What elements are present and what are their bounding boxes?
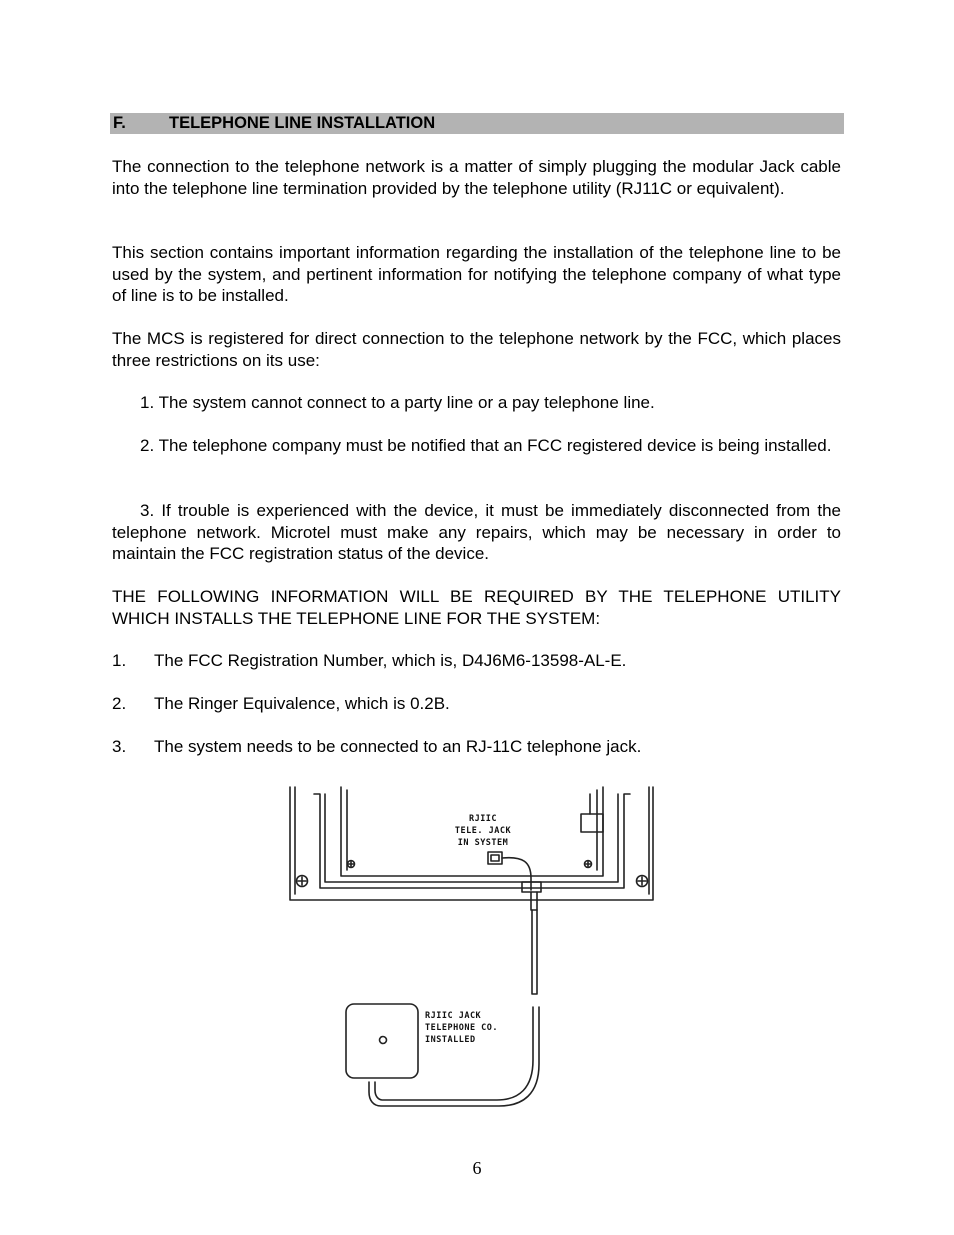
wall-jack-label-line: INSTALLED xyxy=(425,1035,476,1045)
wall-jack-icon xyxy=(346,1004,418,1078)
wall-jack-label xyxy=(425,1011,498,1045)
requirement-text: The FCC Registration Number, which is, D4J6M6-13598-AL-E. xyxy=(154,651,627,670)
system-jack-label-line: IN SYSTEM xyxy=(457,838,509,848)
system-jack-icon xyxy=(488,852,502,864)
wall-jack-label-line: RJIIC JACK xyxy=(425,1011,482,1021)
cabinet-bracket xyxy=(581,814,603,832)
page-number: 6 xyxy=(472,1158,482,1178)
section-title: TELEPHONE LINE INSTALLATION xyxy=(169,114,436,132)
restriction-item: 3. If trouble is experienced with the device, it must be immediately disconnected from the telephone network. Microtel must make any repairs, which may be necessary in order to maintain the FCC registration status of the device. xyxy=(112,501,841,563)
wall-jack-label-line: TELEPHONE CO. xyxy=(425,1023,499,1033)
required-info-heading: THE FOLLOWING INFORMATION WILL BE REQUIRED BY THE TELEPHONE UTILITY WHICH INSTALLS THE TELEPHONE LINE FOR THE SYSTEM: xyxy=(112,587,841,628)
system-jack-label xyxy=(455,814,512,848)
requirement-text: The Ringer Equivalence, which is 0.2B. xyxy=(154,694,450,713)
paragraph-fcc-registration: The MCS is registered for direct connection to the telephone network by the FCC, which places three restrictions on its use: xyxy=(112,329,841,370)
system-jack-label-line: RJIIC xyxy=(468,814,498,824)
paragraph-section-info: This section contains important information regarding the installation of the telephone line to be used by the system, and pertinent information for notifying the telephone company of what type of line is to be installed. xyxy=(112,243,841,305)
system-jack-label-line: TELE. JACK xyxy=(454,826,512,836)
cable xyxy=(502,858,531,890)
section-letter: F. xyxy=(113,114,126,132)
requirement-text: The system needs to be connected to an RJ-11C telephone jack. xyxy=(154,737,642,756)
paragraph-connection: The connection to the telephone network is a matter of simply plugging the modular Jack cable into the telephone line termination provided by the telephone utility (RJ11C or equivalent). xyxy=(112,157,841,198)
section-heading xyxy=(110,113,844,134)
restriction-item: 1. The system cannot connect to a party line or a pay telephone line. xyxy=(140,393,655,412)
requirement-number: 1. xyxy=(112,651,127,670)
requirement-number: 2. xyxy=(112,694,127,713)
telephone-connection-diagram xyxy=(285,782,660,1112)
restriction-item: 2. The telephone company must be notified that an FCC registered device is being installed. xyxy=(140,436,832,455)
requirement-number: 3. xyxy=(112,737,127,756)
